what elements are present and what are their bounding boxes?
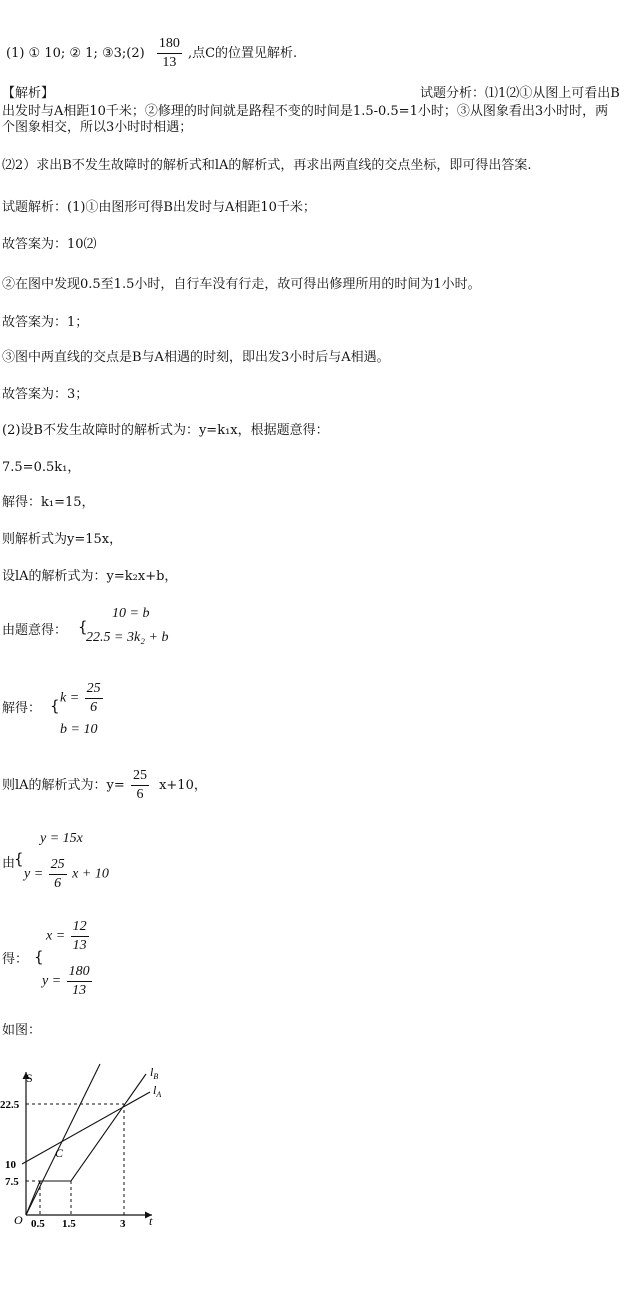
result-1: 则解析式为y=15x， [2,532,123,547]
x-tick-1-5: 1.5 [62,1218,76,1230]
solve-b: b = 10 [60,722,98,737]
answer-prefix: (1) ① 10; ② 1; ③3;(2) [6,46,145,61]
origin-label: O [14,1213,23,1227]
system-label: 由题意得： [2,623,68,638]
la-suffix: x+10， [159,778,207,793]
answer-1: 故答案为：10⑵ [2,237,97,252]
get-y-lhs: y = [42,973,62,989]
analysis-line-3: 个图象相交，所以3小时时相遇； [2,120,193,135]
solve-k-frac [85,680,103,717]
x-axis-label: t [149,1214,153,1228]
answer-suffix: ,点C的位置见解析. [187,46,298,61]
la-frac [131,767,149,804]
solve-k-lhs: k = [60,690,80,706]
from-label: 由 [2,856,16,871]
from-eq2-num: 25 [49,856,67,875]
y-axis-label: S [26,1071,33,1085]
la-frac-den: 6 [136,787,144,802]
point-c-label: C [55,1146,64,1160]
get-brace: { [34,948,44,966]
get-x-den: 13 [72,938,87,953]
x-tick-0-5: 0.5 [31,1218,45,1230]
solution-3: ③图中两直线的交点是B与A相遇的时刻，即出发3小时后与A相遇。 [2,350,390,365]
analysis-lead: 试题分析：⑴1⑵①从图上可看出B [420,86,620,101]
get-x-frac [71,918,89,955]
solve-label: 解得： [2,701,42,716]
solve-k-den: 6 [90,700,98,715]
get-y [42,963,94,1000]
line-b-label: $l_B$ [150,1065,159,1081]
as-figure-label: 如图： [2,1023,42,1038]
y-tick-7-5: 7.5 [5,1176,19,1188]
line-b-continuation [26,1064,100,1215]
answer-frac-den: 13 [162,55,177,70]
x-tick-3: 3 [120,1218,126,1230]
answer-3: 故答案为：3； [2,387,89,402]
line-a [22,1092,150,1164]
answer-frac-num: 180 [157,35,182,54]
solve-brace: { [50,697,60,715]
y-tick-10: 10 [5,1159,16,1171]
distance-time-figure [0,1062,180,1242]
get-x [46,918,91,955]
from-eq2-frac [49,856,67,893]
solution-2: ②在图中发现0.5至1.5小时，自行车没有行走，故可得出修理所用的时间为1小时。 [2,277,481,292]
get-y-frac [67,963,92,1000]
answer-line [6,35,297,72]
la-line [2,767,207,804]
get-x-num: 12 [71,918,89,937]
from-eq-2 [24,856,109,893]
system-eq-1: 10 = b [112,606,150,621]
y-tick-22-5: 22.5 [0,1099,20,1111]
get-y-num: 180 [67,963,92,982]
solve-1: 解得：k₁=15， [2,495,95,510]
get-label: 得： [2,952,29,967]
get-x-lhs: x = [46,928,66,944]
from-eq2-lhs: y = [24,866,44,882]
equation-1: 7.5=0.5k₁， [2,460,81,475]
from-eq2-rhs: x + 10 [72,866,109,882]
line-b-actual [26,1074,146,1215]
solve-k-num: 25 [85,680,103,699]
from-eq2-den: 6 [54,876,62,891]
solution-4: (2)设B不发生故障时的解析式为：y=k₁x，根据题意得： [2,423,329,438]
line-a-label: $l_A$ [153,1083,162,1099]
solution-1: 试题解析：(1)①由图形可得B出发时与A相距10千米； [2,200,316,215]
answer-fraction [157,35,182,72]
la-prefix: 则lA的解析式为：y= [2,778,125,793]
system-brace: { [78,618,88,636]
analysis-line-2: 出发时与A相距10千米；②修理的时间就是路程不变的时间是1.5-0.5=1小时；③从图象看出3小时时，两 [2,104,609,119]
system-eq-2: 22.5 = 3k₂ + b [86,630,169,645]
analysis-tag: 【解析】 [2,86,55,101]
la-frac-num: 25 [131,767,149,786]
answer-2: 故答案为：1； [2,315,89,330]
from-eq-1: y = 15x [40,831,83,846]
solve-k [60,680,105,717]
from-brace: { [14,850,24,868]
set-la: 设lA的解析式为：y=k₂x+b， [2,569,178,584]
get-y-den: 13 [72,983,87,998]
part2-line: ⑵2）求出B不发生故障时的解析式和lA的解析式，再求出两直线的交点坐标，即可得出答案. [2,158,532,173]
